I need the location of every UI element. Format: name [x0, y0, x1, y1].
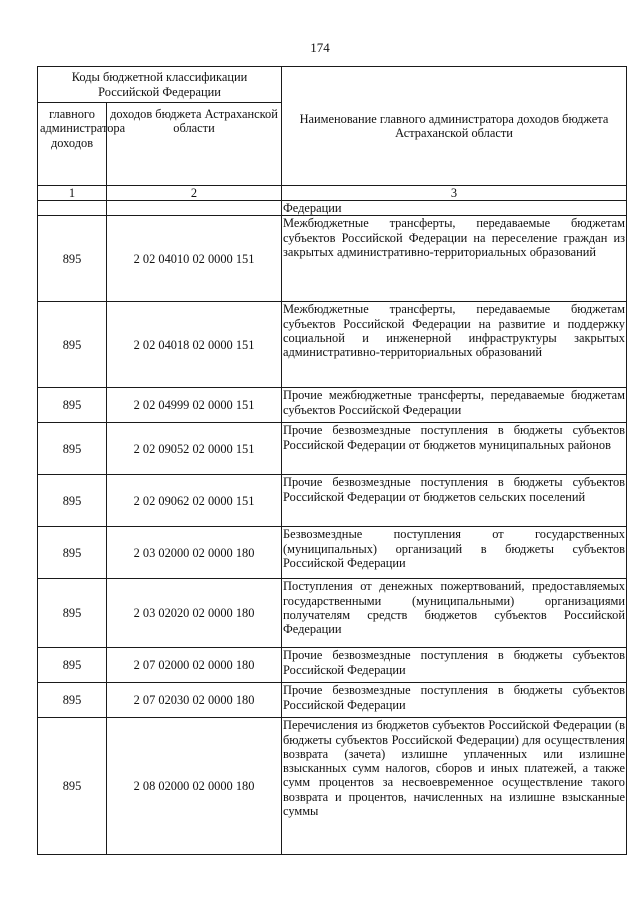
column-number: 1 [38, 186, 107, 201]
admin-code: 895 [38, 302, 107, 388]
revenue-code: 2 03 02020 02 0000 180 [107, 579, 282, 648]
revenue-code: 2 07 02030 02 0000 180 [107, 683, 282, 718]
table-row [38, 718, 627, 855]
revenue-code: 2 07 02000 02 0000 180 [107, 648, 282, 683]
header-budget-codes: Коды бюджетной классификации Российской Федерации [38, 67, 282, 103]
column-number: 2 [107, 186, 282, 201]
table-row [38, 683, 627, 718]
admin-code: 895 [38, 527, 107, 579]
revenue-name: Безвозмездные поступления от государственных (муниципальных) организаций в бюджеты субъектов Российской Федерации [282, 527, 627, 579]
revenue-name: Межбюджетные трансферты, передаваемые бюджетам субъектов Российской Федерации на переселение граждан из закрытых административно-территориальных образований [282, 216, 627, 302]
revenue-name: Прочие безвозмездные поступления в бюджеты субъектов Российской Федерации от бюджетов муниципальных районов [282, 423, 627, 475]
table-row [38, 302, 627, 388]
revenue-code: 2 02 04999 02 0000 151 [107, 388, 282, 423]
revenue-name: Поступления от денежных пожертвований, предоставляемых государственными (муниципальными) организациями получателям средств бюджетов субъектов Российской Федерации [282, 579, 627, 648]
table-row [38, 475, 627, 527]
table-row [38, 423, 627, 475]
revenue-code: 2 03 02000 02 0000 180 [107, 527, 282, 579]
revenue-code: 2 02 09052 02 0000 151 [107, 423, 282, 475]
admin-code: 895 [38, 648, 107, 683]
column-number: 3 [282, 186, 627, 201]
header-revenue-code: доходов бюджета Астраханской области [107, 103, 282, 186]
empty-cell [38, 201, 107, 216]
table-row [38, 201, 627, 216]
revenue-code: 2 02 09062 02 0000 151 [107, 475, 282, 527]
revenue-code: 2 08 02000 02 0000 180 [107, 718, 282, 855]
admin-code: 895 [38, 718, 107, 855]
admin-code: 895 [38, 579, 107, 648]
revenue-name: Прочие безвозмездные поступления в бюджеты субъектов Российской Федерации [282, 683, 627, 718]
revenue-name: Прочие межбюджетные трансферты, передаваемые бюджетам субъектов Российской Федерации [282, 388, 627, 423]
empty-cell [107, 201, 282, 216]
table-row [38, 216, 627, 302]
continuation-text: Федерации [282, 201, 627, 216]
header-chief-admin: главного администратора доходов [38, 103, 107, 186]
revenue-name: Межбюджетные трансферты, передаваемые бюджетам субъектов Российской Федерации на развитие и поддержку социальной и инженерной инфраструктуры закрытых административно-территориальных образований [282, 302, 627, 388]
table-row [38, 648, 627, 683]
budget-classification-table [37, 66, 627, 855]
revenue-name: Перечисления из бюджетов субъектов Российской Федерации (в бюджеты субъектов Российской Федерации) для осуществления возврата (зачета) излишне уплаченных или излишне взысканных сумм налогов, сборов и иных платежей, а также сумм процентов за несвоевременное осуществление такого возврата и процентов, начисленных на излишне взысканные суммы [282, 718, 627, 855]
admin-code: 895 [38, 683, 107, 718]
admin-code: 895 [38, 475, 107, 527]
revenue-code: 2 02 04018 02 0000 151 [107, 302, 282, 388]
revenue-name: Прочие безвозмездные поступления в бюджеты субъектов Российской Федерации от бюджетов сельских поселений [282, 475, 627, 527]
page-number: 174 [310, 40, 330, 55]
revenue-code: 2 02 04010 02 0000 151 [107, 216, 282, 302]
table-row [38, 388, 627, 423]
revenue-name: Прочие безвозмездные поступления в бюджеты субъектов Российской Федерации [282, 648, 627, 683]
header-admin-name: Наименование главного администратора доходов бюджета Астраханской области [282, 67, 627, 186]
admin-code: 895 [38, 423, 107, 475]
table-row [38, 579, 627, 648]
admin-code: 895 [38, 216, 107, 302]
admin-code: 895 [38, 388, 107, 423]
table-row [38, 527, 627, 579]
